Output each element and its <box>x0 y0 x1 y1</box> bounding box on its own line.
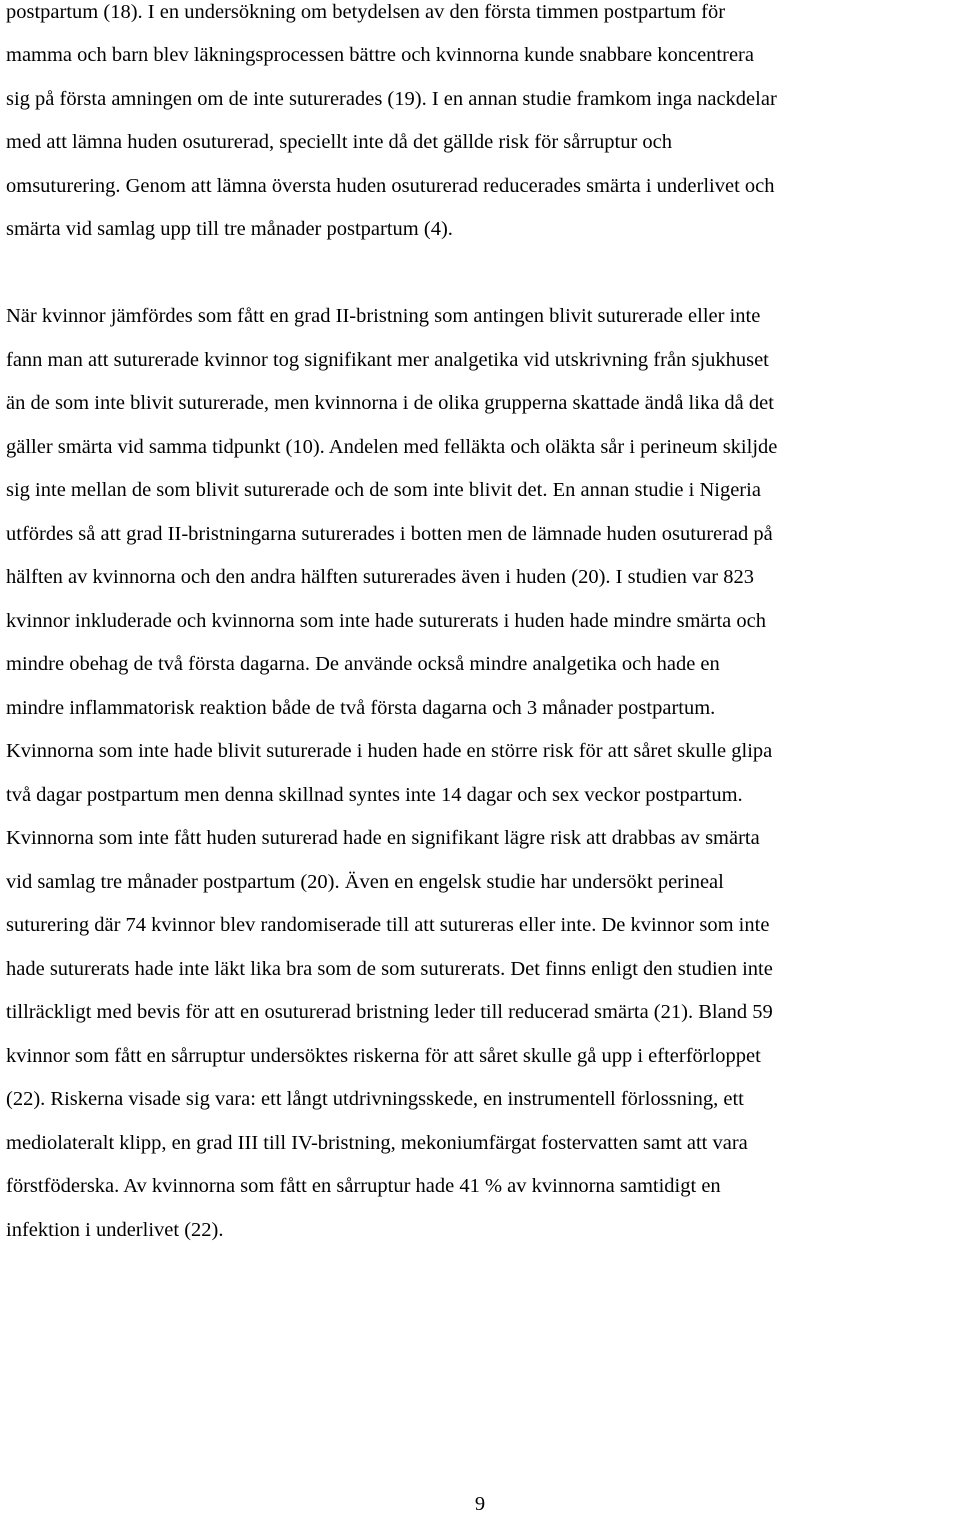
paragraph-2-line: mediolateralt klipp, en grad III till IV-bristning, mekoniumfärgat fostervatten samt att vara <box>6 1132 748 1154</box>
paragraph-2-line: mindre obehag de två första dagarna. De använde också mindre analgetika och hade en <box>6 653 720 675</box>
paragraph-2-line: Kvinnorna som inte hade blivit suturerade i huden hade en större risk för att såret skulle glipa <box>6 740 773 762</box>
paragraph-2-line: än de som inte blivit suturerade, men kvinnorna i de olika grupperna skattade ändå lika då det <box>6 392 774 414</box>
paragraph-1-line: med att lämna huden osuturerad, speciellt inte då det gällde risk för sårruptur och <box>6 131 673 153</box>
paragraph-2-line: kvinnor som fått en sårruptur undersöktes riskerna för att såret skulle gå upp i efterförloppet <box>6 1045 761 1067</box>
paragraph-2-line: vid samlag tre månader postpartum (20). Även en engelsk studie har undersökt perineal <box>6 871 724 893</box>
paragraph-2-line: fann man att suturerade kvinnor tog signifikant mer analgetika vid utskrivning från sjukhuset <box>6 349 769 371</box>
paragraph-2-line: två dagar postpartum men denna skillnad syntes inte 14 dagar och sex veckor postpartum. <box>6 784 743 806</box>
paragraph-2-line: mindre inflammatorisk reaktion både de två första dagarna och 3 månader postpartum. <box>6 697 716 719</box>
paragraph-1-line: mamma och barn blev läkningsprocessen bättre och kvinnorna kunde snabbare koncentrera <box>6 44 754 66</box>
paragraph-2-line: infektion i underlivet (22). <box>6 1219 224 1241</box>
paragraph-2-line: (22). Riskerna visade sig vara: ett långt utdrivningsskede, en instrumentell förlossning, ett <box>6 1088 744 1110</box>
paragraph-2-line: kvinnor inkluderade och kvinnorna som inte hade suturerats i huden hade mindre smärta och <box>6 610 766 632</box>
paragraph-2-line: förstföderska. Av kvinnorna som fått en sårruptur hade 41 % av kvinnorna samtidigt en <box>6 1175 721 1197</box>
paragraph-1-line: sig på första amningen om de inte suturerades (19). I en annan studie framkom inga nackdelar <box>6 88 777 110</box>
paragraph-2-line: hade suturerats hade inte läkt lika bra som de som suturerats. Det finns enligt den studien inte <box>6 958 773 980</box>
paragraph-2-line: När kvinnor jämfördes som fått en grad II-bristning som antingen blivit suturerade eller inte <box>6 305 761 327</box>
paragraph-2-line: gäller smärta vid samma tidpunkt (10). Andelen med felläkta och oläkta sår i perineum skiljde <box>6 436 778 458</box>
paragraph-1-line: smärta vid samlag upp till tre månader postpartum (4). <box>6 218 453 240</box>
paragraph-2-line: utfördes så att grad II-bristningarna suturerades i botten men de lämnade huden osuturerad på <box>6 523 773 545</box>
paragraph-2-line: Kvinnorna som inte fått huden suturerad hade en signifikant lägre risk att drabbas av smärta <box>6 827 760 849</box>
paragraph-2-line: hälften av kvinnorna och den andra hälften suturerades även i huden (20). I studien var 823 <box>6 566 754 588</box>
page-number: 9 <box>474 1493 486 1515</box>
paragraph-2-line: suturering där 74 kvinnor blev randomiserade till att sutureras eller inte. De kvinnor som inte <box>6 914 770 936</box>
paragraph-2-line: sig inte mellan de som blivit suturerade och de som inte blivit det. En annan studie i Nigeria <box>6 479 761 501</box>
paragraph-2-line: tillräckligt med bevis för att en osuturerad bristning leder till reducerad smärta (21). Bland 59 <box>6 1001 773 1023</box>
paragraph-1-line: omsuturering. Genom att lämna översta huden osuturerad reducerades smärta i underlivet och <box>6 175 775 197</box>
paragraph-1-line: postpartum (18). I en undersökning om betydelsen av den första timmen postpartum för <box>6 1 726 23</box>
